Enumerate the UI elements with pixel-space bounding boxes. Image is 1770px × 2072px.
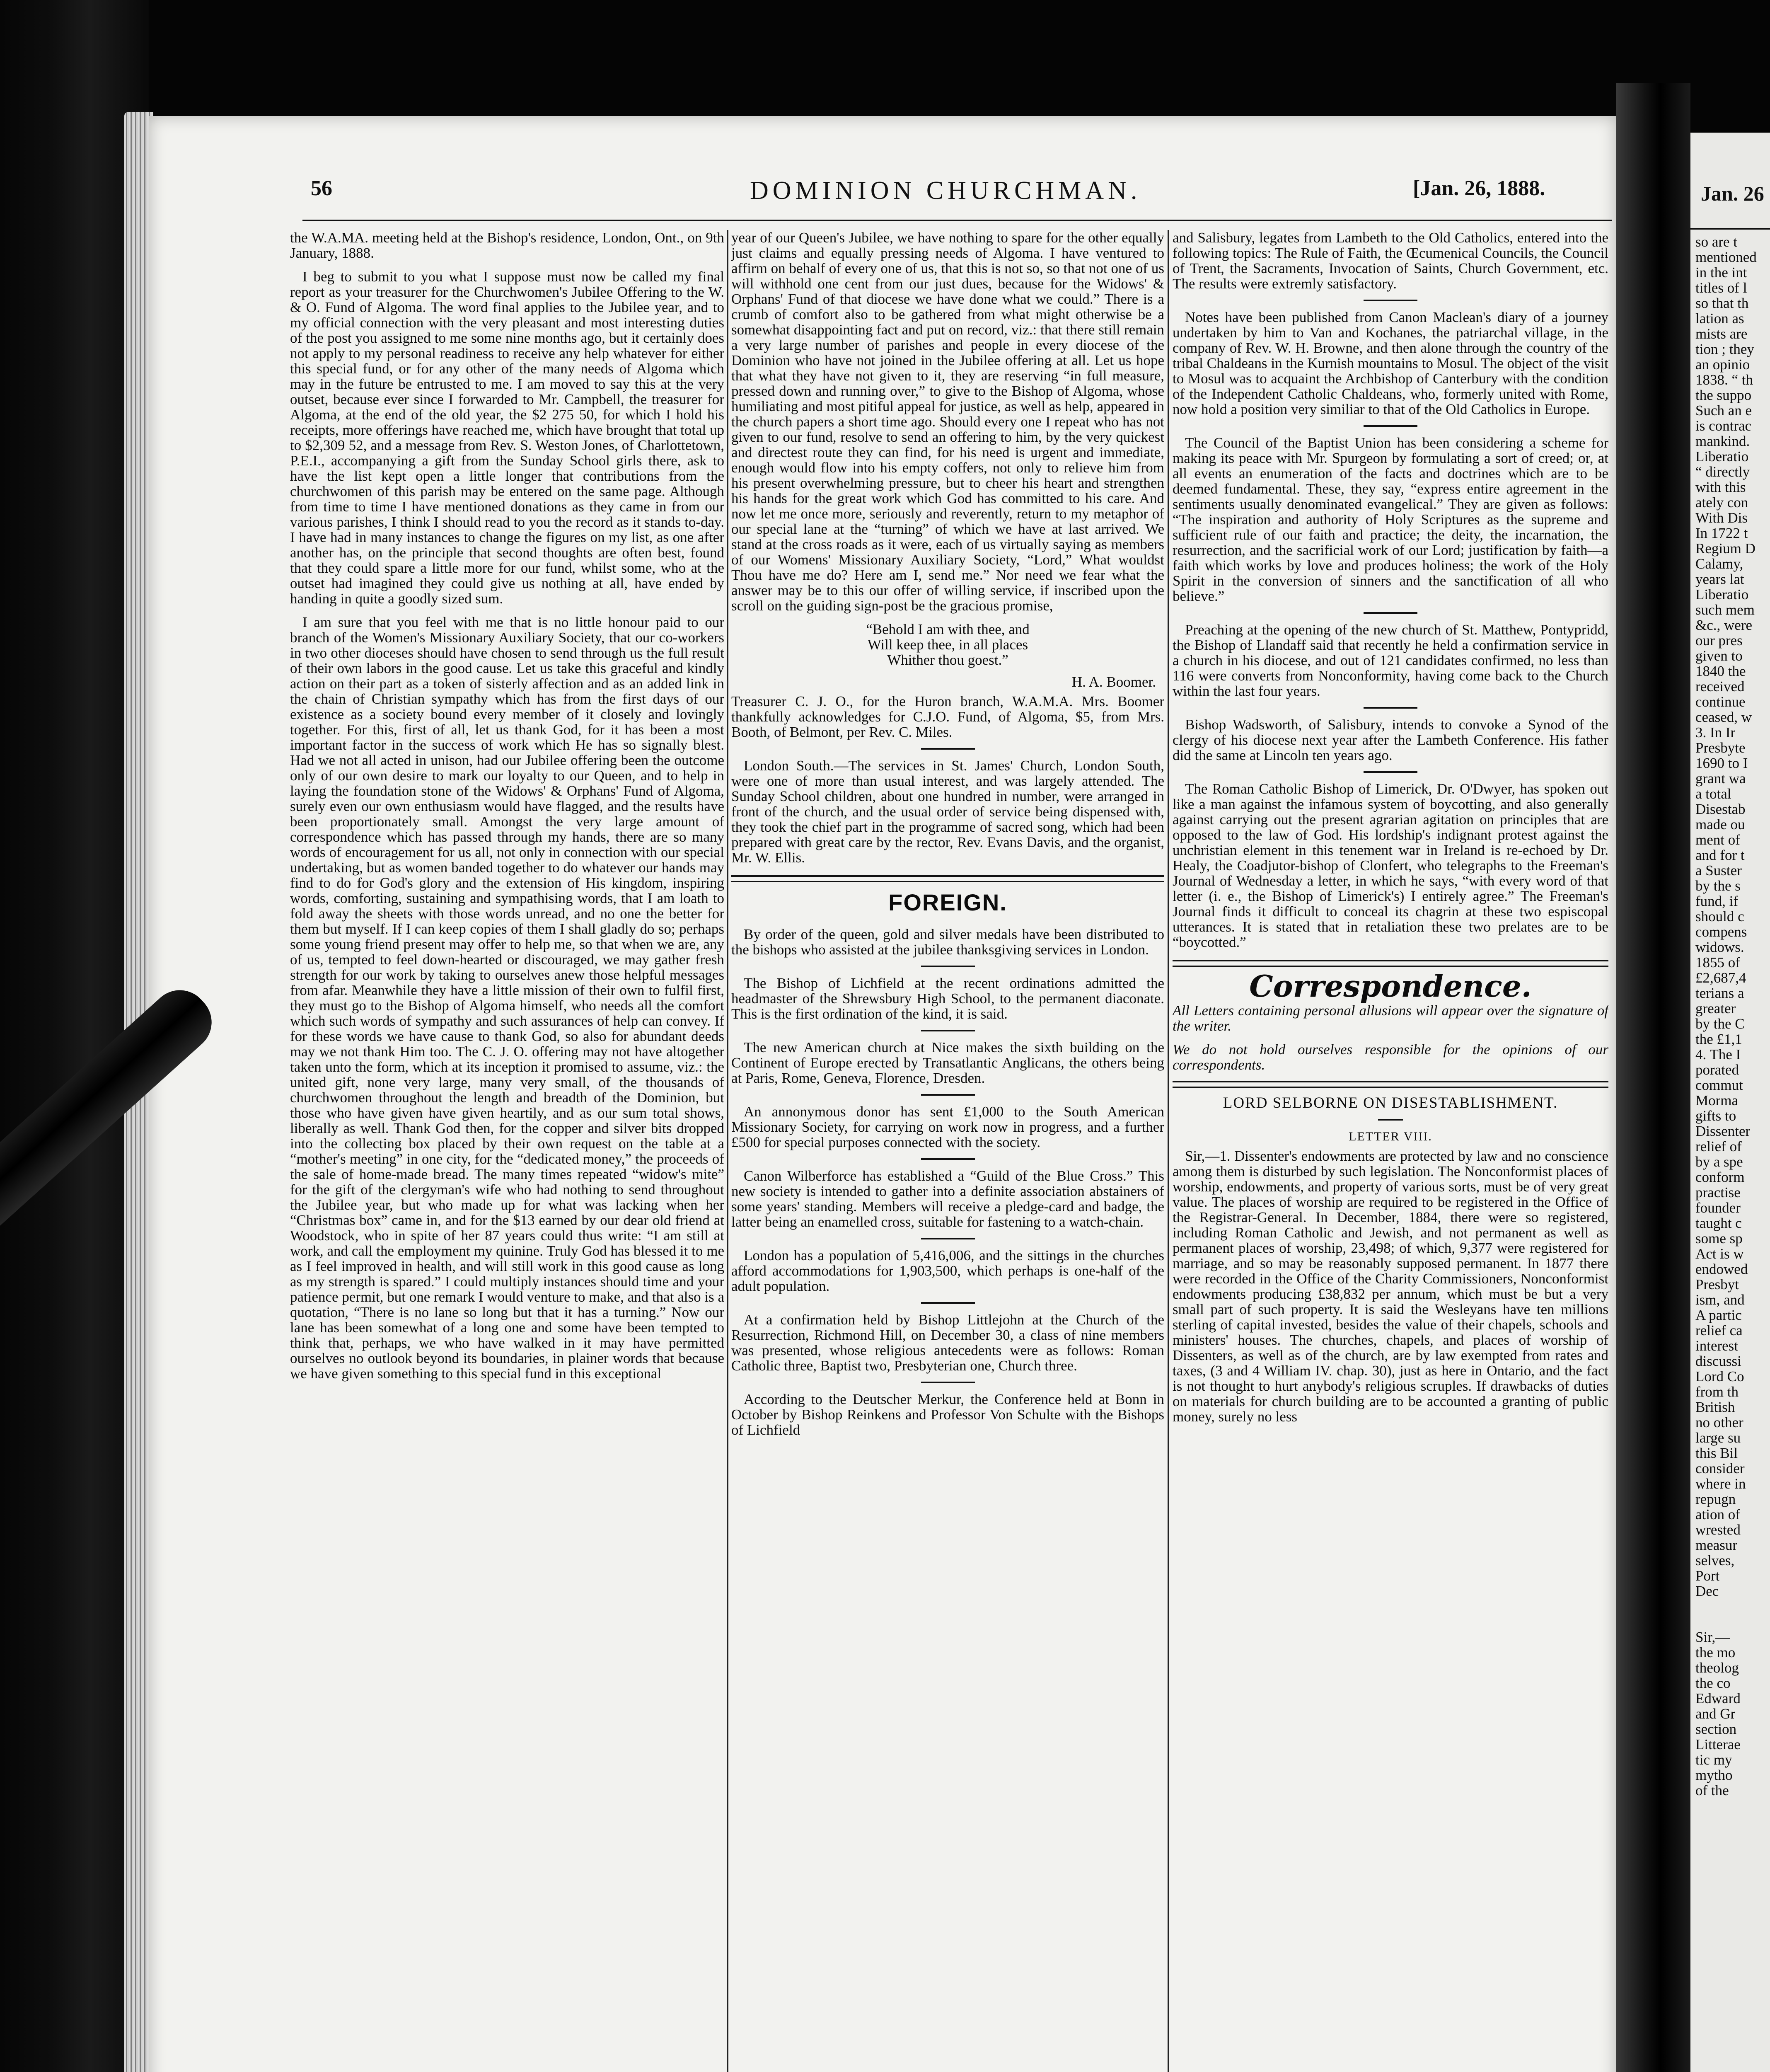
adjacent-page-line [1695, 1599, 1770, 1614]
adjacent-page-line: the £1,1 [1695, 1031, 1742, 1047]
adjacent-page-line: commut [1695, 1077, 1743, 1093]
section-separator [921, 1094, 975, 1096]
adjacent-page-line: greater [1695, 1000, 1736, 1017]
poem-line: Will keep thee, in all places [867, 637, 1028, 653]
adjacent-page-line: discussi [1695, 1353, 1741, 1369]
adjacent-page-line: such mem [1695, 602, 1755, 618]
adjacent-page-line: taught c [1695, 1215, 1742, 1231]
news-item: An annonymous donor has sent £1,000 to the South American Missionary Society, for carrying on work now in progress, and a further £500 for special purposes connected with the society. [731, 1104, 1164, 1150]
adjacent-page-line: compens [1695, 924, 1747, 940]
adjacent-page-line: fund, if [1695, 893, 1739, 909]
adjacent-page-header: Jan. 26 [1701, 182, 1764, 205]
adjacent-page-line: porated [1695, 1062, 1739, 1078]
adjacent-page-line: section [1695, 1721, 1737, 1737]
adjacent-page-line: the suppo [1695, 387, 1752, 403]
adjacent-page-line: tion ; they [1695, 341, 1754, 357]
column-3 [1173, 230, 1608, 2072]
adjacent-page-line: our pres [1695, 632, 1743, 649]
editorial-note: We do not hold ourselves responsible for the opinions of our correspondents. [1173, 1041, 1608, 1073]
adjacent-page-line: British [1695, 1399, 1735, 1415]
adjacent-page-line: repugn [1695, 1491, 1736, 1507]
adjacent-page-line: the mo [1695, 1644, 1736, 1661]
news-item: The Roman Catholic Bishop of Limerick, Dr. O'Dwyer, has spoken out like a man against the infamous system of boycotting, and also generally against carrying out the present agrarian agitation on principles that are opposed to the law of God. His lordship's indignant protest against the unchristian element in this tenement war in Ireland is re-echoed by Dr. Healy, the Coadjutor-bishop of Clonfert, who telegraphs to the Freeman's Journal of Wednesday a letter, in which he says, “with every word of that letter (i. e., the Bishop of Limerick's) I entirely agree.” The Freeman's Journal finds it difficult to conceal its chagrin at these two espiscopal utterances. It is stated that in retaliation these two prelates are to be “boycotted.” [1173, 781, 1608, 950]
adjacent-page-line: endowed [1695, 1261, 1748, 1277]
adjacent-page-line: grant wa [1695, 770, 1746, 787]
adjacent-page-line: by a spe [1695, 1154, 1743, 1170]
adjacent-page-line: 4. The I [1695, 1046, 1741, 1063]
editorial-note: All Letters containing personal allusions will appear over the signature of the writer. [1173, 1002, 1608, 1034]
adjacent-page-line: selves, [1695, 1552, 1735, 1569]
poem-quote [731, 622, 1164, 668]
double-rule [1173, 1081, 1608, 1088]
section-heading-correspondence: Correspondence. [1249, 968, 1532, 1004]
adjacent-page-line: years lat [1695, 571, 1744, 587]
double-rule [1173, 960, 1608, 967]
header-rule [302, 220, 1612, 221]
news-item: The Bishop of Lichfield at the recent ordinations admitted the headmaster of the Shrewsbury High School, to the permanent diaconate. This is the first ordination of the kind, it is said. [731, 975, 1164, 1022]
adjacent-page [1690, 133, 1770, 2072]
adjacent-page-text [1695, 234, 1770, 1798]
adjacent-page-line: made ou [1695, 816, 1745, 833]
adjacent-page-line: Liberatio [1695, 448, 1749, 465]
adjacent-page-line: Sir,— [1695, 1629, 1730, 1645]
article-paragraph: I am sure that you feel with me that is no little honour paid to our branch of the Women's Missionary Auxiliary Society, that our co-workers in two other dioceses should have chosen to send through us the full result of their own labors in the good cause. Let us take this graceful and kindly action on their part as a token of sisterly affection and as an added link in the chain of Christian sympathy which has from the first days of our existence as a society bound every member of it closely and lovingly together. For this, first of all, let us thank God, for it has been a most important factor in the success of work which He has so signally blest. Had we not all acted in unison, had our Jubilee offering been the outcome only of our own desire to mark our loyalty to our Queen, and to help in laying the foundation stone of the Widows' & Orphans' Fund of Algoma, surely even our own enthusiasm would have flagged, and the results have been proportionately small. Amongst the very large amount of correspondence which has passed through my hands, there are so many words of encouragement for us all, not only in connection with our special undertaking, but as women banded together to do whatever our hands may find to do for God's glory and the extension of His kingdom, inspiring words, comforting, sustaining and sympathising words, that I am loath to fold away the sheets with those words unread, and no one the better for them but myself. If I can keep copies of them I shall gladly do so; perhaps some young friend present may offer to help me, so that when we are, any of us, tempted to feel down-hearted or discouraged, we may gather fresh strength for our work by taking to ourselves anew those helpful messages from afar. Meanwhile they have a little mission of their own to fulfil first, they must go to the Bishop of Algoma himself, who needs all the comfort which such words of sympathy and such assurances of help can convey. If for these words we have cause to thank God, so also for abundant deeds may we not thank Him too. The C. J. O. offering may not have altogether taken unto the form, which at its inception it promised to assume, viz.: the united gift, none very large, many very small, of the thousands of churchwomen throughout the length and breadth of the Dominion, but those who have given have given heartily, and as our sum total shows, liberally as well. Thank God then, for the copper and silver bits dropped into the collecting box placed by their own request on the table at a “mother's meeting” in one city, for the “dedicated money,” the proceeds of the sale of home-made bread. The many times repeated “widow's mite” for the gift of the clergyman's wife who had nothing to send throughout the Jubilee year, but who made up for what was lacking when her “Christmas box” came in, and for the $13 earned by our dear old friend at Woodstock, who in spite of her 87 years could thus write: “I am still at work, and call the employment my quinine. Truly God has blessed it to me as I feel improved in health, and will still work in this good cause as long as my strength is spared.” I could multiply instances should time and your patience permit, but one remark I would venture to make, and that also is a quotation, “There is no lane so long but that it has a turning.” Now our lane has been somewhat of a long one and some have been tempted to think that, perhaps, we who have walked in it may have permitted ourselves no outlook beyond its boundaries, in plainer words that because we have given something to this special fund in this exceptional [290, 614, 724, 1382]
adjacent-header-rule [1690, 228, 1770, 230]
adjacent-page-line: so that th [1695, 295, 1749, 311]
adjacent-page-line: ately con [1695, 494, 1748, 511]
adjacent-page-line: by the s [1695, 878, 1741, 894]
adjacent-page-line: With Dis [1695, 510, 1748, 526]
adjacent-page-line: large su [1695, 1430, 1741, 1446]
adjacent-page-line: Edward [1695, 1690, 1741, 1706]
adjacent-page-line: consider [1695, 1460, 1745, 1477]
adjacent-page-line: “ directly [1695, 464, 1750, 480]
adjacent-page-line: with this [1695, 479, 1746, 495]
section-separator [1364, 612, 1417, 614]
adjacent-page-line: theolog [1695, 1660, 1739, 1676]
adjacent-page-line: widows. [1695, 939, 1744, 955]
adjacent-page-line: &c., were [1695, 617, 1753, 633]
news-item: London South.—The services in St. James' Church, London South, were one of more than usual interest, and was largely attended. The Sunday School children, about one hundred in number, were arranged in front of the church, and the usual order of service being dispensed with, they took the chief part in the programme of sacred song, which had been prepared with great care by the rector, Rev. Evans Davis, and the organist, Mr. W. Ellis. [731, 758, 1164, 866]
letter-title: LORD SELBORNE ON DISESTABLISHMENT. [1223, 1094, 1558, 1111]
adjacent-page-line: In 1722 t [1695, 525, 1748, 541]
letter-paragraph: Sir,—1. Dissenter's endowments are protected by law and no conscience among them is disturbed by such legislation. The Nonconformist places of worship, endowments, and property of various sorts, must be of very great value. The places of worship are required to be registered in the Office of the Registrar-General. In December, 1884, there were so registered, including Roman Catholic and Jewish, and not permanent as well as permanent places of worship, 23,498; of which, 9,377 were registered for marriage, and so may be reasonably supposed permanent. In 1877 there were recorded in the Office of the Charity Commissioners, Nonconformist endowments producing £38,832 per annum, which must be but a very small part of such property. It is said the Wesleyans have ten millions sterling of capital invested, besides the value of their chapels, schools and ministers' houses. The churches, chapels, and places of worship of Dissenters, as well as of the church, are by law exempted from rates and taxes, (3 and 4 William IV. chap. 30), just as here in Ontario, and the fact is not thought to hurt anybody's religious scruples. If drawbacks of duties on materials for church building are to be accounted a granting of public money, surely no less [1173, 1148, 1608, 1425]
adjacent-page-line: the co [1695, 1675, 1731, 1691]
section-separator [921, 1382, 975, 1383]
adjacent-page-line: Disestab [1695, 801, 1746, 817]
adjacent-page-line: 1690 to I [1695, 755, 1748, 771]
poem-line: Whither thou goest.” [887, 652, 1008, 668]
adjacent-page-line: Dissenter [1695, 1123, 1751, 1139]
news-item: By order of the queen, gold and silver medals have been distributed to the bishops who assisted at the jubilee thanksgiving services in London. [731, 926, 1164, 958]
adjacent-page-line: and Gr [1695, 1706, 1736, 1722]
section-separator [921, 1302, 975, 1304]
adjacent-page-line: Calamy, [1695, 556, 1743, 572]
section-separator [921, 748, 975, 750]
news-item: At a confirmation held by Bishop Littlejohn at the Church of the Resurrection, Richmond Hill, on December 30, a class of nine members was presented, whose religious antecedents were as follows: Roman Catholic three, Baptist two, Presbyterian one, Church three. [731, 1312, 1164, 1374]
news-item: The Council of the Baptist Union has been considering a scheme for making its peace with Mr. Spurgeon by formulating a sort of creed; or, at all events an enumeration of the facts and doctrines which are to be deemed fundamental. These, they say, “express entire agreement in the sentiments usually denominated evangelical.” They are given as follows: “The inspiration and authority of Holy Scriptures as the supreme and sufficient rule of our faith and practice; the deity, the incarnation, the resurrection, and the sacrificial work of our Lord; justification by faith—a faith which works by love and produces holiness; the work of the Holy Spirit in the conversion of sinners and the sanctification of all who believe.” [1173, 435, 1608, 604]
adjacent-page-line: relief of [1695, 1138, 1742, 1155]
section-separator [1364, 300, 1417, 301]
adjacent-page-line: wrested [1695, 1522, 1741, 1538]
adjacent-page-line: interest [1695, 1338, 1739, 1354]
adjacent-page-line: 1855 of [1695, 954, 1740, 971]
section-separator [921, 1158, 975, 1160]
adjacent-page-line: £2,687,4 [1695, 970, 1746, 986]
adjacent-page-line: by the C [1695, 1016, 1745, 1032]
adjacent-page-line: 1838. “ th [1695, 372, 1753, 388]
news-item: Bishop Wadsworth, of Salisbury, intends to convoke a Synod of the clergy of his diocese next year after the Lambeth Conference. His father did the same at Lincoln ten years ago. [1173, 716, 1608, 763]
section-separator [921, 966, 975, 967]
adjacent-page-line: where in [1695, 1476, 1746, 1492]
adjacent-page-line: titles of l [1695, 280, 1747, 296]
adjacent-page-line: ation of [1695, 1506, 1740, 1523]
adjacent-page-line: an opinio [1695, 356, 1750, 373]
column-rule [1168, 230, 1169, 2072]
adjacent-page-line: 1840 the [1695, 663, 1746, 679]
adjacent-page-line: mentioned [1695, 249, 1757, 265]
adjacent-page-line: Morma [1695, 1092, 1739, 1109]
adjacent-page-line: founder [1695, 1200, 1741, 1216]
adjacent-page-line: is contrac [1695, 418, 1752, 434]
adjacent-page-line: continue [1695, 694, 1746, 710]
adjacent-page-line: no other [1695, 1414, 1743, 1431]
adjacent-page-line: relief ca [1695, 1322, 1743, 1339]
article-paragraph: Treasurer C. J. O., for the Huron branch, W.A.M.A. Mrs. Boomer thankfully acknowledges for C.J.O. Fund, of Algoma, $5, from Mrs. Booth, of Belmont, per Rev. C. Miles. [731, 693, 1164, 740]
adjacent-page-line: measur [1695, 1537, 1738, 1553]
adjacent-page-line: from th [1695, 1384, 1739, 1400]
adjacent-page-line: given to [1695, 648, 1743, 664]
adjacent-page-line: mankind. [1695, 433, 1750, 449]
adjacent-page-line: in the int [1695, 264, 1747, 281]
adjacent-page-line: should c [1695, 908, 1744, 925]
news-item: Notes have been published from Canon Maclean's diary of a journey undertaken by him to Van and Kochanes, the patriarchal village, in the company of Rev. W. H. Browne, and then alone through the country of the tribal Chaldeans in the Kurnish mountains to Mosul. The object of the visit to Mosul was to acquaint the Archbishop of Canterbury with the condition of the Independent Catholic Chaldeans, who, formerly united with Rome, now hold a position very similiar to that of the Old Catholics in Europe. [1173, 309, 1608, 417]
adjacent-page-line: Presbyte [1695, 740, 1746, 756]
issue-date: [Jan. 26, 1888. [1413, 177, 1545, 200]
adjacent-page-line: A partic [1695, 1307, 1742, 1323]
adjacent-page-line: mists are [1695, 326, 1748, 342]
news-item: London has a population of 5,416,006, and the sittings in the churches afford accommodations for 1,903,500, which perhaps is one-half of the adult population. [731, 1247, 1164, 1294]
adjacent-page-line: Dec [1695, 1583, 1719, 1599]
page-number: 56 [311, 177, 332, 200]
article-paragraph: the W.A.MA. meeting held at the Bishop's residence, London, Ont., on 9th January, 1888. [290, 230, 724, 261]
double-rule [731, 875, 1164, 882]
adjacent-page-line: of the [1695, 1782, 1729, 1798]
article-paragraph: year of our Queen's Jubilee, we have nothing to spare for the other equally just claims and equally pressing needs of Algoma. I have ventured to affirm on behalf of every one of us, that this is not so, so that not one of us will withhold one cent from our just dues, because for the Widows' & Orphans' Fund of that diocese we have done what we could.” There is a crumb of comfort also to be gathered from what might otherwise be a somewhat disappointing fact and put on record, viz.: that there still remain a very large number of parishes and people in every diocese of the Dominion who have not joined in the Jubilee offering at all. Let us hope that what they have not given to it, they are reserving “in full measure, pressed down and running over,” to give to the Bishop of Algoma, whose humiliating and most pitiful appeal for justice, as well as help, appeared in the church papers a short time ago. Should every one I repeat who has not given to our fund, resolve to send an offering to him, by the very quickest and directest route they can find, for his need is urgent and immediate, enough would flow into his empty coffers, not only to relieve him from his present overwhelming pressure, but to cheer his heart and strengthen his hands for the great work which God has committed to his care. And now let me once more, seriously and reverently, return to my metaphor of our special lane at the “turning” of which we have at last arrived. We stand at the cross roads as it were, each of us virtually saying as members of our Womens' Missionary Auxiliary Society, “Lord,” What wouldst Thou have me do? Here am I, send me.” Nor need we fear what the answer may be to this our offer of willing service, if inscribed upon the scroll on the guiding sign-post be the gracious promise, [731, 230, 1164, 614]
adjacent-page-line: Liberatio [1695, 586, 1749, 603]
adjacent-page-line [1695, 1614, 1770, 1629]
adjacent-page-line: a Suster [1695, 862, 1742, 879]
adjacent-page-line: tic my [1695, 1752, 1732, 1768]
adjacent-page-line: so are t [1695, 234, 1738, 250]
adjacent-page-line: terians a [1695, 985, 1744, 1001]
column-rule [727, 230, 728, 2072]
adjacent-page-line: Port [1695, 1568, 1720, 1584]
adjacent-page-line: Such an e [1695, 402, 1752, 419]
adjacent-page-line: Litterae [1695, 1736, 1741, 1752]
column-2 [731, 230, 1164, 2072]
adjacent-page-line: Presbyt [1695, 1276, 1739, 1293]
adjacent-page-line: Regium D [1695, 540, 1755, 557]
article-paragraph: I beg to submit to you what I suppose must now be called my final report as your treasurer for the Churchwomen's Jubilee Offering to the W. & O. Fund of Algoma. The word final applies to the Jubilee year, and to my official connection with the very pleasant and most interesting duties of the post you assigned to me some nine months ago, but it certainly does not apply to my personal readiness to receive any help whatever for either this special fund, or for any other of the many needs of Algoma which may in the future be entrusted to me. I am moved to say this at the very outset, because ever since I forwarded to Mr. Campbell, the treasurer for Algoma, at the end of the old year, the $2 275 50, for which I hold his receipts, more offerings have reached me, which have brought that total up to $2,309 52, and a message from Rev. S. Weston Jones, of Charlottetown, P.E.I., accompanying a gift from the Sunday School girls there, ask to have the list kept open a little longer that contributions from the churchwomen of this parish may be entered on the same page. Although from time to time I have mentioned donations as they came in from our various parishes, I think I should read to you the record as it stands to-day. I have had in many instances to change the figures on my list, as one after another has, on the principle that second thoughts are often best, found that they could spare a little more for our fund, whilst some, who at the outset had imagined they could give us nothing at all, have ended by handing in quite a goodly sized sum. [290, 269, 724, 607]
section-separator [1364, 707, 1417, 709]
adjacent-page-line: conform [1695, 1169, 1745, 1185]
section-separator [921, 1238, 975, 1239]
adjacent-page-line: received [1695, 678, 1745, 695]
adjacent-page-line: ment of [1695, 832, 1740, 848]
news-item: and Salisbury, legates from Lambeth to the Old Catholics, entered into the following topics: The Rule of Faith, the Œcumenical Councils, the Council of Trent, the Sacraments, Invocation of Saints, Church Government, etc. The results were extremly satisfactory. [1173, 230, 1608, 292]
adjacent-page-line: mytho [1695, 1767, 1733, 1783]
adjacent-page-line: ceased, w [1695, 709, 1752, 725]
section-separator [1378, 1119, 1403, 1121]
newspaper-title: DOMINION CHURCHMAN. [750, 177, 1141, 205]
news-item: Canon Wilberforce has established a “Guild of the Blue Cross.” This new society is intended to gather into a definite association abstainers of some years' standing. Members will receive a pledge-card and badge, the latter being an enamelled cross, suitable for fastening to a watch-chain. [731, 1168, 1164, 1230]
adjacent-page-line: Act is w [1695, 1246, 1744, 1262]
signature: H. A. Boomer. [1071, 674, 1156, 690]
adjacent-page-line: some sp [1695, 1230, 1743, 1247]
adjacent-page-line: ism, and [1695, 1292, 1745, 1308]
adjacent-page-line: 3. In Ir [1695, 724, 1736, 741]
news-item: According to the Deutscher Merkur, the Conference held at Bonn in October by Bishop Reinkens and Professor Von Schulte with the Bishops of Lichfield [731, 1391, 1164, 1438]
adjacent-page-line: Lord Co [1695, 1368, 1744, 1385]
section-heading-foreign: FOREIGN. [888, 889, 1007, 915]
news-item: The new American church at Nice makes the sixth building on the Continent of Europe erected by Transatlantic Anglicans, the others being at Paris, Rome, Geneva, Florence, Dresden. [731, 1039, 1164, 1086]
adjacent-page-line: gifts to [1695, 1108, 1736, 1124]
book-gutter [1616, 83, 1690, 2072]
adjacent-page-line: and for t [1695, 847, 1745, 863]
adjacent-page-line: a total [1695, 786, 1731, 802]
poem-line: “Behold I am with thee, and [866, 621, 1030, 637]
section-separator [1364, 425, 1417, 427]
page-header [149, 176, 1616, 209]
adjacent-page-line: this Bil [1695, 1445, 1738, 1461]
adjacent-page-line: practise [1695, 1184, 1741, 1201]
news-item: Preaching at the opening of the new church of St. Matthew, Pontypridd, the Bishop of Llandaff said that recently he held a confirmation service in a church in his diocese, and out of 121 candidates confirmed, no less than 116 were converts from Nonconformity, having come back to the Church within the last four years. [1173, 622, 1608, 699]
section-separator [921, 1030, 975, 1031]
adjacent-page-line: lation as [1695, 310, 1744, 327]
letter-number: LETTER VIII. [1349, 1130, 1432, 1143]
column-1 [290, 230, 724, 2072]
section-separator [1364, 771, 1417, 773]
